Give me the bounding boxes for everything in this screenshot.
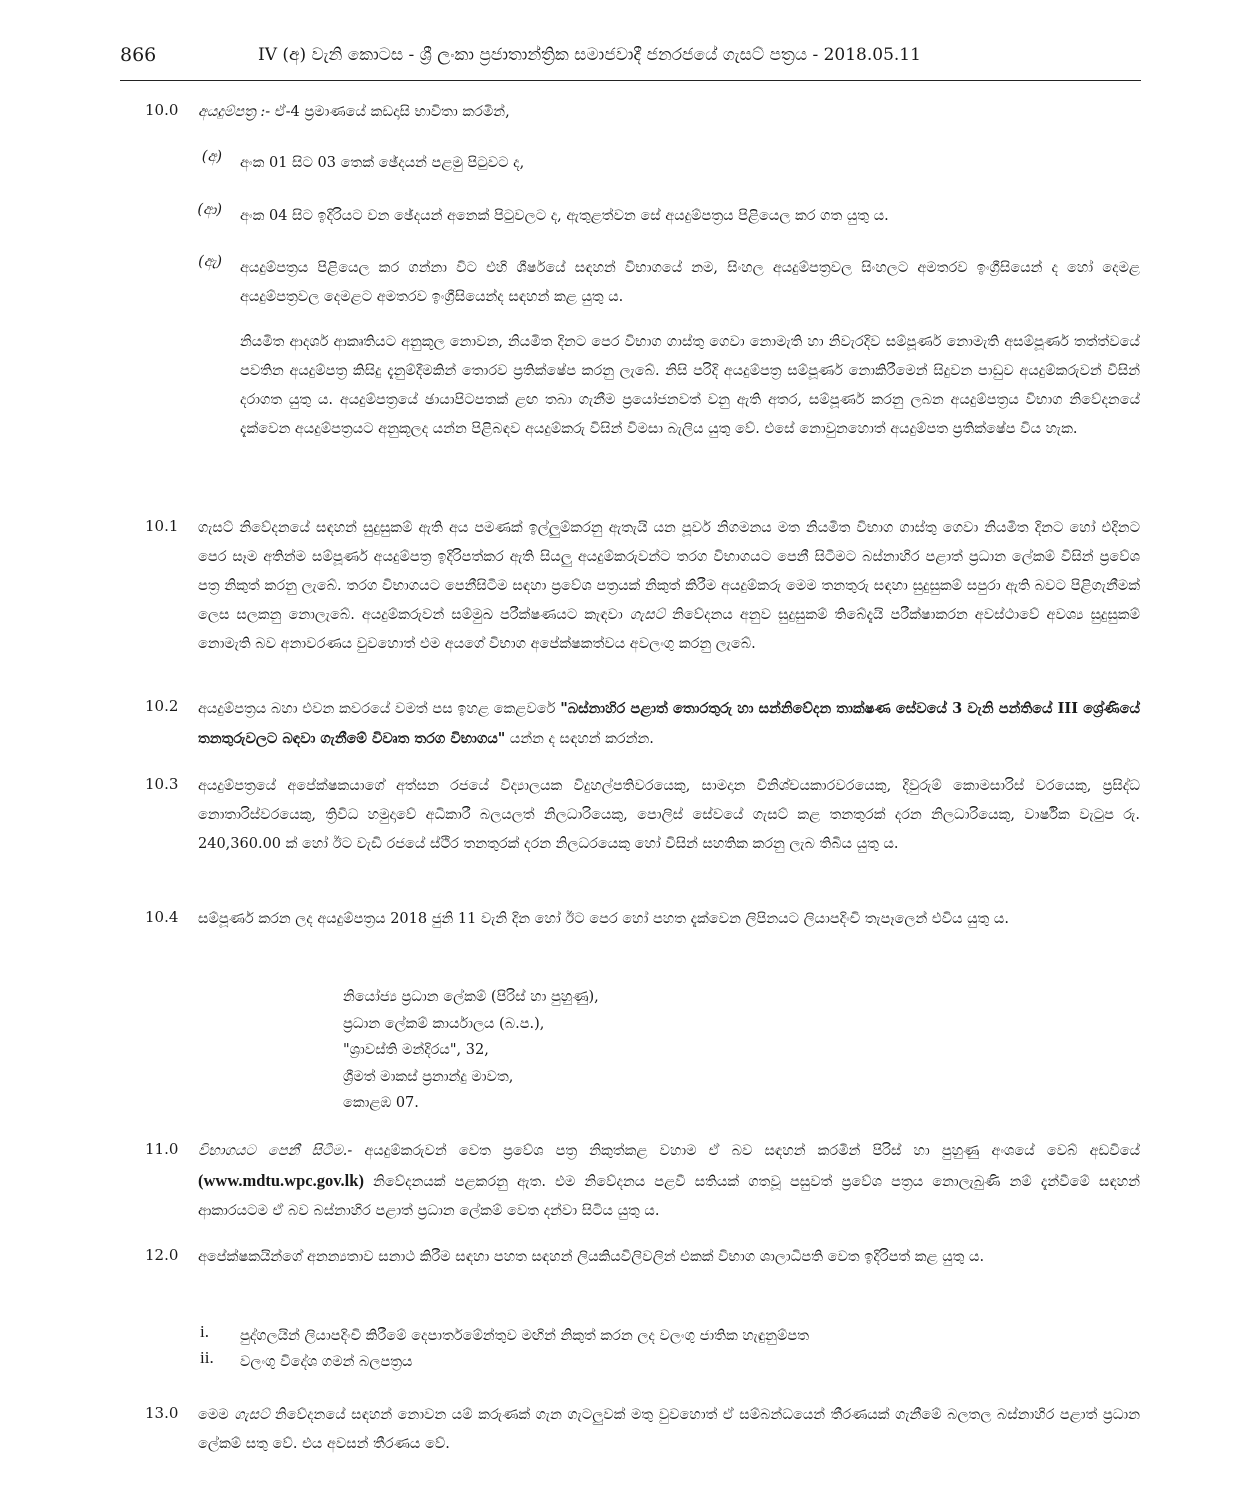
section-text: අයදුම්කරුවන් වෙත ප්‍රවේශ පත්‍ර නිකුත්කළ වහාම ඒ බව සඳහන් කරමින් පිරිස් හා පුහුණු අංශයේ වෙබ් අඩවියේ	[352, 1143, 1141, 1159]
section-text-bold: "බස්නාහිර පළාත් තොරතුරු හා සන්නිවේදන තාක්ෂණ සේවයේ 3 වැනි පන්තියේ III ශ්‍රේණියේ තනතුරුවලට බඳවා ගැනීමේ විවෘත තරග විභාගය"	[198, 700, 1141, 747]
section-body	[198, 1137, 1140, 1226]
section-body: අයදුම්පත්‍රයේ අපේක්ෂකයාගේ අත්සන රජයේ විද්‍යාලයක විදුහල්පතිවරයෙකු, සාමදාන විනිශ්චයකාරවරයෙකු, දිවුරුම් කොමසාරිස් වරයෙකු, ප්‍රසිද්ධ නොතාරිස්වරයෙකු, ත්‍රිවිධ හමුදාවේ අධිකාරී බලයලත් නිලධාරියෙකු, පොලිස් සේවයේ ගැසට් කළ තනතුරක් දරන නිලධාරියෙකු, වාර්ෂික වැටුප රු. 240,360.00 ක් හෝ ඊට වැඩි රජයේ ස්ථිර තනතුරක් දරන නිලධරයෙකු හෝ විසින් සහතික කරනු ලැබ තිබිය යුතු ය.	[198, 778, 1140, 852]
item-text: අංක 01 සිට 03 තෙක් ඡේදයන් පළමු පිටුවට ද,	[240, 155, 525, 171]
section-number: 10.2	[145, 697, 179, 715]
page-number: 866	[120, 44, 157, 66]
address-line: "ශ්‍රාවස්ති මන්දිරය", 32,	[343, 1042, 489, 1058]
item-text: අයදුම්පත්‍රය පිළියෙල කර ගන්නා විට එහි ශීර්ෂයේ සඳහන් විභාගයේ නම, සිංහල අයදුම්පත්‍රවල සිංහලට අමතරව ඉංග්‍රීසියෙන් ද හෝ දෙමළ අයදුම්පත්‍රවල දෙමළට අමතරව ඉංග්‍රීසියෙන්ද සඳහන් කළ යුතු ය.	[240, 260, 1140, 305]
item-text: පුද්ගලයින් ලියාපදිංචි කිරීමේ දෙපාර්තමේන්තුව මඟින් නිකුත් කරන ලද වලංගු ජාතික හැඳුනුම්පත	[240, 1328, 809, 1344]
item-label: ii.	[200, 1348, 214, 1367]
header-rule	[120, 80, 1141, 81]
section-number: 10.1	[145, 517, 179, 535]
item-label: (අ)	[201, 149, 222, 165]
section-text: අයදුම්පත්‍රය බහා එවන කවරයේ වමත් පස ඉහළ කෙළවරේ	[198, 701, 561, 717]
address-line: ප්‍රධාන ලේකම් කාර්යාලය (බ.ප.),	[343, 1015, 545, 1032]
address-line: ශ්‍රීමත් මාකස් ප්‍රනාන්දු මාවත,	[343, 1068, 514, 1085]
section-body: අපේක්ෂකයින්ගේ අනන්‍යතාව සනාථ කිරීම සඳහා පහත සඳහන් ලියකියවිලිවලින් එකක් විභාග ශාලාධිපති වෙත ඉදිරිපත් කළ යුතු ය.	[198, 1249, 985, 1265]
section-text: ගැසට් නිවේදනයේ සඳහන් සුදුසුකම් ඇති අය පමණක් ඉල්ලුම්කරනු ඇතැයි යන පූර්ව නිගමනය මත නියමිත විභාග ගාස්තු ගෙවා නියමිත දිනට හෝ එදිනට පෙර සෑම අතින්ම සම්පූර්ණ අයදුම්පත්‍ර ඉදිරිපත්කර ඇති සියලු අයදුම්කරුවන්ට තරග විභාගයට පෙනී සිටීමට බස්නාහිර පළාත් ප්‍රධාන ලේකම් විසින් ප්‍රවේශ පත්‍ර නිකුත් කරනු ලැබේ. තරග විභාගයට පෙනීසිටීම සඳහා ප්‍රවේශ පත්‍රයක් නිකුත් කිරීම අයදුම්කරු මෙම තනතුරු සඳහා සුදුසුකම් සපුරා ඇති බවට පිළිගැනීමක් ලෙස සලකනු නොලැබේ. අයදුම්කරුවන් සම්මුඛ පරීක්ෂණයට කැඳවා	[198, 520, 1140, 623]
section-title: විභාගයට පෙනී සිටීම.-	[198, 1143, 353, 1159]
item-label: (ආ)	[197, 202, 222, 218]
item-text: අංක 04 සිට ඉදිරියට වන ඡේදයන් අනෙක් පිටුවලට ද, ඇතුළත්වන සේ අයදුම්පත්‍රය පිළියෙල කර ගත යුතු ය.	[240, 208, 889, 224]
address-line: නියෝජ්‍ය ප්‍රධාන ලේකම් (පිරිස් හා පුහුණු),	[343, 989, 599, 1005]
section-body	[198, 98, 1140, 127]
section-text: නිවේදනය අනුව සුදුසුකම් තිබේදැයි පරීක්ෂාකරන අවස්ථාවේ අවශ්‍ය සුදුසුකම් නොමැති බව අනාවරණය වුවහොත් එම අයගේ විභාග අපේක්ෂකත්වය අවලංගු කරනු ලැබේ.	[198, 607, 1140, 652]
section-number: 10.4	[145, 908, 179, 926]
header-title: IV (අ) වැනි කොටස - ශ්‍රී ලංකා ප්‍රජාතාන්ත්‍රික සමාජවාදී ජනරජයේ ගැසට් පත්‍රය - 2018.05.11	[258, 45, 921, 65]
section-number: 11.0	[145, 1140, 179, 1158]
section-body	[198, 694, 1140, 754]
item-label: i.	[200, 1322, 209, 1341]
paragraph-text: නියමිත ආදර්ශ ආකෘතියට අනුකූල නොවන, නියමිත දිනට පෙර විභාග ගාස්තු ගෙවා නොමැති හා නිවැරදිව සම්පූර්ණ නොමැති අසම්පූර්ණ තත්ත්වයේ පවතින අයදුම්පත්‍ර කිසිදු දැනුම්දීමකින් තොරව ප්‍රතික්ෂේප කරනු ලැබේ. නිසි පරිදි අයදුම්පත්‍ර සම්පූර්ණ නොකිරීමෙන් සිදුවන පාඩුව අයදුම්කරුවන් විසින් දරාගත යුතු ය. අයදුම්පත්‍රයේ ඡායාපිටපතක් ළඟ තබා ගැනීම ප්‍රයෝජනවත් වනු ඇති අතර, සම්පූර්ණ කරනු ලබන අයදුම්පත්‍රය විභාග නිවේදනයේ දැක්වෙන අයදුම්පත්‍රයට අනුකූලද යන්න පිළිබඳව අයදුම්කරු විසින් විමසා බැලිය යුතු වේ. එසේ නොවුනහොත් අයදුම්පත ප්‍රතික්ෂේප විය හැක.	[240, 334, 1140, 437]
address-line: කොළඹ 07.	[343, 1095, 419, 1111]
section-body	[198, 1401, 1140, 1459]
address-block	[343, 984, 599, 1117]
section-text: ඒ-4 ප්‍රමාණයේ කඩදාසි භාවිතා කරමින්,	[270, 104, 510, 120]
section-number: 10.0	[145, 101, 179, 119]
page-header	[120, 44, 1140, 78]
section-number: 13.0	[145, 1404, 179, 1422]
section-title: අයදුම්පත්‍ර :-	[198, 104, 271, 120]
section-text-italic: ගැසට්	[234, 1407, 270, 1423]
section-body	[198, 514, 1140, 659]
section-number: 10.3	[145, 775, 179, 793]
item-label: (ඇ)	[198, 254, 222, 270]
section-text: නිවේදනයක් පළකරනු ඇත. එම නිවේදනය පළවී සතියක් ගතවූ පසුවත් ප්‍රවේශ පත්‍රය නොලැබුණි නම් දැන්වීමේ සඳහන් ආකාරයටම ඒ බව බස්නාහිර පළාත් ප්‍රධාන ලේකම් වෙත දන්වා සිටිය යුතු ය.	[198, 1174, 1140, 1219]
section-body: සම්පූර්ණ කරන ලද අයදුම්පත්‍රය 2018 ජුනි 11 වැනි දින හෝ ඊට පෙර හෝ පහත දැක්වෙන ලිපිනයට ලියාපදිංචි තැපෑලෙන් එවිය යුතු ය.	[198, 911, 1009, 927]
website-url: (www.mdtu.wpc.gov.lk)	[198, 1171, 364, 1190]
section-text: නිවේදනයේ සඳහන් නොවන යම් කරුණක් ගැන ගැටලුවක් මතු වුවහොත් ඒ සම්බන්ධයෙන් තීරණයක් ගැනීමේ බලතල බස්නාහිර පළාත් ප්‍රධාන ලේකම් සතු වේ. එය අවසන් තීරණය වේ.	[198, 1407, 1140, 1452]
section-text-italic: ගැසට්	[629, 607, 666, 623]
section-number: 12.0	[145, 1246, 179, 1264]
section-text: යන්න ද සඳහන් කරන්න.	[505, 731, 654, 747]
section-text: මෙම	[198, 1407, 235, 1423]
item-text: වලංගු විදේශ ගමන් බලපත්‍රය	[240, 1354, 413, 1370]
